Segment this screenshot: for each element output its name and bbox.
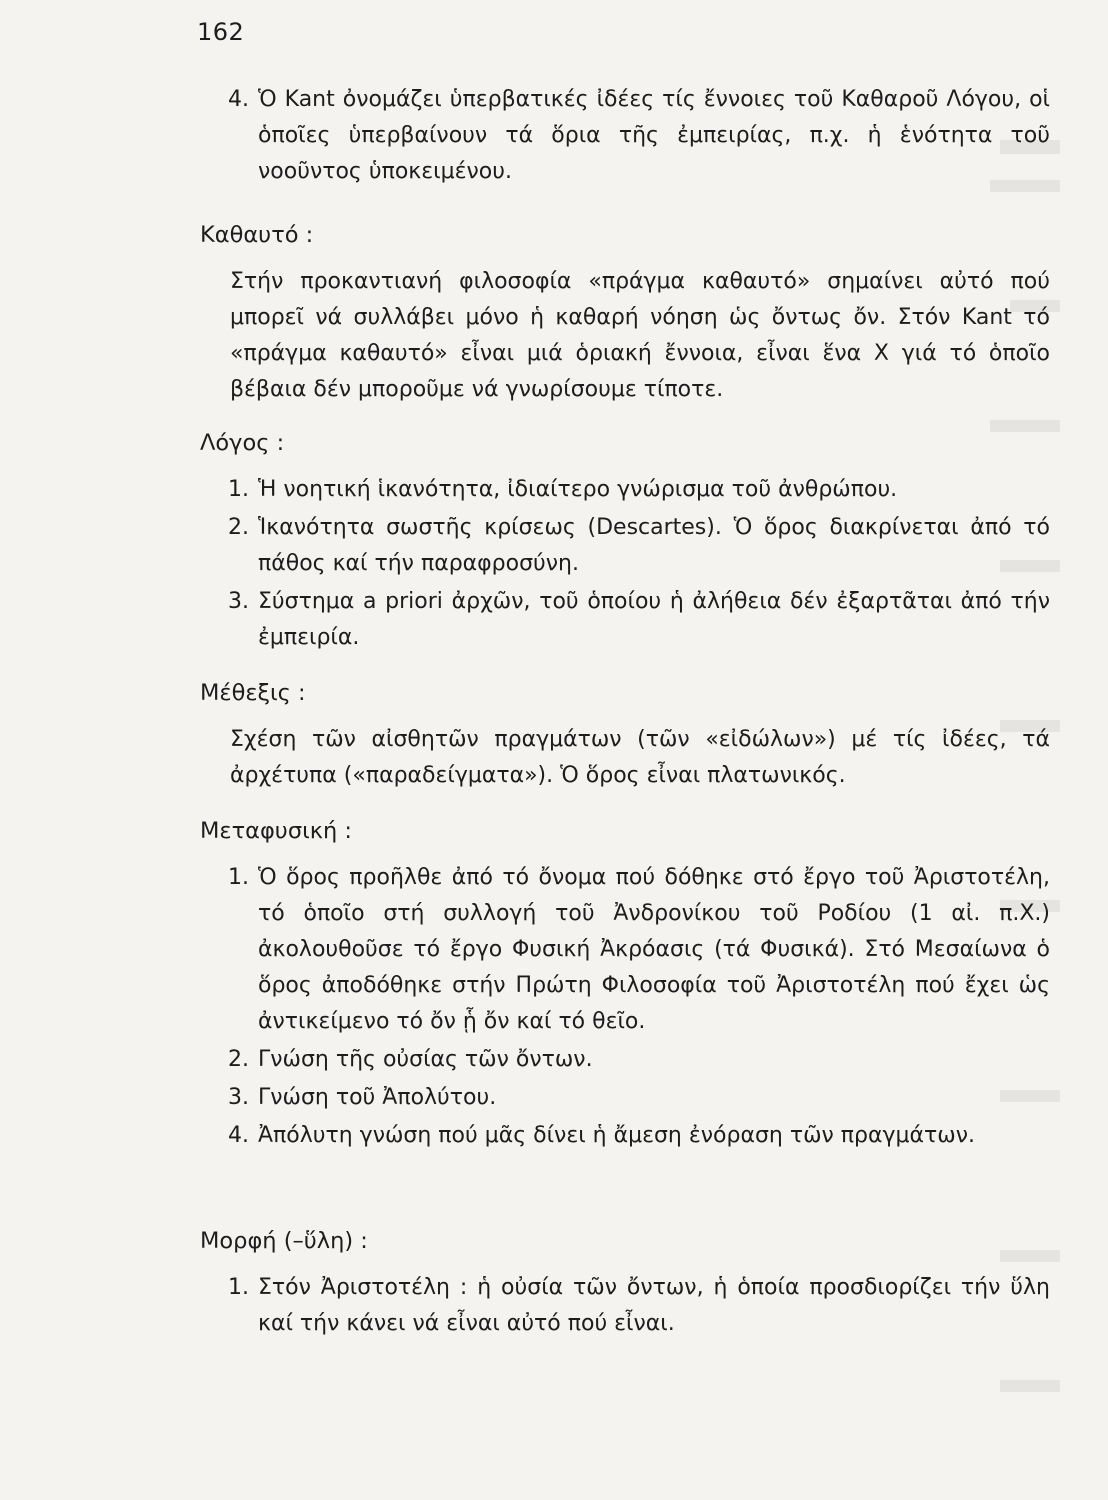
item-text: Γνώση τῆς οὐσίας τῶν ὄντων. bbox=[258, 1047, 593, 1072]
item-number: 1. bbox=[228, 477, 249, 502]
list-item bbox=[228, 1080, 1050, 1116]
list-item bbox=[228, 1270, 1050, 1342]
item-number: 3. bbox=[228, 589, 249, 614]
list-item bbox=[228, 82, 1050, 190]
list-item bbox=[228, 510, 1050, 582]
item-text: Στόν Ἀριστοτέλη : ἡ οὐσία τῶν ὄντων, ἡ ὁποία προσδιορίζει τήν ὕλη καί τήν κάνει νά εἶναι αὐτό πού εἶναι. bbox=[258, 1275, 1050, 1336]
item-text: Ὁ Kant ὀνομάζει ὑπερβατικές ἰδέες τίς ἔννοιες τοῦ Καθαροῦ Λόγου, οἱ ὁποῖες ὑπερβαίνουν τά ὅρια τῆς ἐμπειρίας, π.χ. ἡ ἑνότητα τοῦ νοοῦντος ὑποκειμένου. bbox=[258, 87, 1050, 184]
item-number: 4. bbox=[228, 1123, 249, 1148]
list-item bbox=[228, 1118, 1050, 1154]
definition-paragraph: Σχέση τῶν αἰσθητῶν πραγμάτων (τῶν «εἰδώλων») μέ τίς ἰδέες, τά ἀρχέτυπα («παραδείγματα»). Ὁ ὅρος εἶναι πλατωνικός. bbox=[230, 727, 1050, 788]
item-number: 1. bbox=[228, 1275, 249, 1300]
item-text: Σύστημα a priori ἀρχῶν, τοῦ ὁποίου ἡ ἀλήθεια δέν ἐξαρτᾶται ἀπό τήν ἐμπειρία. bbox=[258, 589, 1050, 650]
entry-methexis bbox=[200, 678, 1050, 794]
item-number: 2. bbox=[228, 515, 249, 540]
entry-logos bbox=[200, 428, 1050, 658]
definition-paragraph: Στήν προκαντιανή φιλοσοφία «πράγμα καθαυτό» σημαίνει αὐτό πού μπορεῖ νά συλλάβει μόνο ἡ καθαρή νόηση ὡς ὄντως ὄν. Στόν Kant τό «πράγμα καθαυτό» εἶναι μιά ὁριακή ἔννοια, εἶναι ἕνα Χ γιά τό ὁποῖο βέβαια δέν μποροῦμε νά γνωρίσουμε τίποτε. bbox=[230, 269, 1050, 402]
page-number: 162 bbox=[197, 18, 245, 46]
list-item bbox=[228, 472, 1050, 508]
item-text: Γνώση τοῦ Ἀπολύτου. bbox=[258, 1085, 497, 1110]
item-text: Ἡ νοητική ἱκανότητα, ἰδιαίτερο γνώρισμα τοῦ ἀνθρώπου. bbox=[258, 477, 898, 502]
item-text: Ἱκανότητα σωστῆς κρίσεως (Descartes). Ὁ ὅρος διακρίνεται ἀπό τό πάθος καί τήν παραφροσύνη. bbox=[258, 515, 1050, 576]
item-text: Ἀπόλυτη γνώση πού μᾶς δίνει ἡ ἄμεση ἐνόραση τῶν πραγμάτων. bbox=[258, 1123, 975, 1148]
list-item bbox=[228, 860, 1050, 1040]
item-number: 3. bbox=[228, 1085, 249, 1110]
item-number: 2. bbox=[228, 1047, 249, 1072]
term-heading: Καθαυτό : bbox=[200, 222, 314, 248]
term-heading: Μέθεξις : bbox=[200, 680, 306, 706]
list-item bbox=[228, 584, 1050, 656]
item-number: 1. bbox=[228, 865, 249, 890]
entry-continuation bbox=[200, 82, 1050, 192]
entry-metafysiki bbox=[200, 816, 1050, 1156]
item-number: 4. bbox=[228, 87, 249, 112]
term-heading: Μορφή (–ὕλη) : bbox=[200, 1228, 368, 1254]
entry-kathauto bbox=[200, 220, 1050, 408]
entry-morfi bbox=[200, 1226, 1050, 1344]
item-text: Ὁ ὅρος προῆλθε ἀπό τό ὄνομα πού δόθηκε στό ἔργο τοῦ Ἀριστοτέλη, τό ὁποῖο στή συλλογή τοῦ Ἀνδρονίκου τοῦ Ροδίου (1 αἰ. π.Χ.) ἀκολουθοῦσε τό ἔργο Φυσική Ἀκρόασις (τά Φυσικά). Στό Μεσαίωνα ὁ ὅρος ἀποδόθηκε στήν Πρώτη Φιλοσοφία τοῦ Ἀριστοτέλη πού ἔχει ὡς ἀντικείμενο τό ὄν ᾗ ὄν καί τό θεῖο. bbox=[258, 865, 1050, 1034]
term-heading: Μεταφυσική : bbox=[200, 818, 352, 844]
term-heading: Λόγος : bbox=[200, 430, 285, 456]
list-item bbox=[228, 1042, 1050, 1078]
